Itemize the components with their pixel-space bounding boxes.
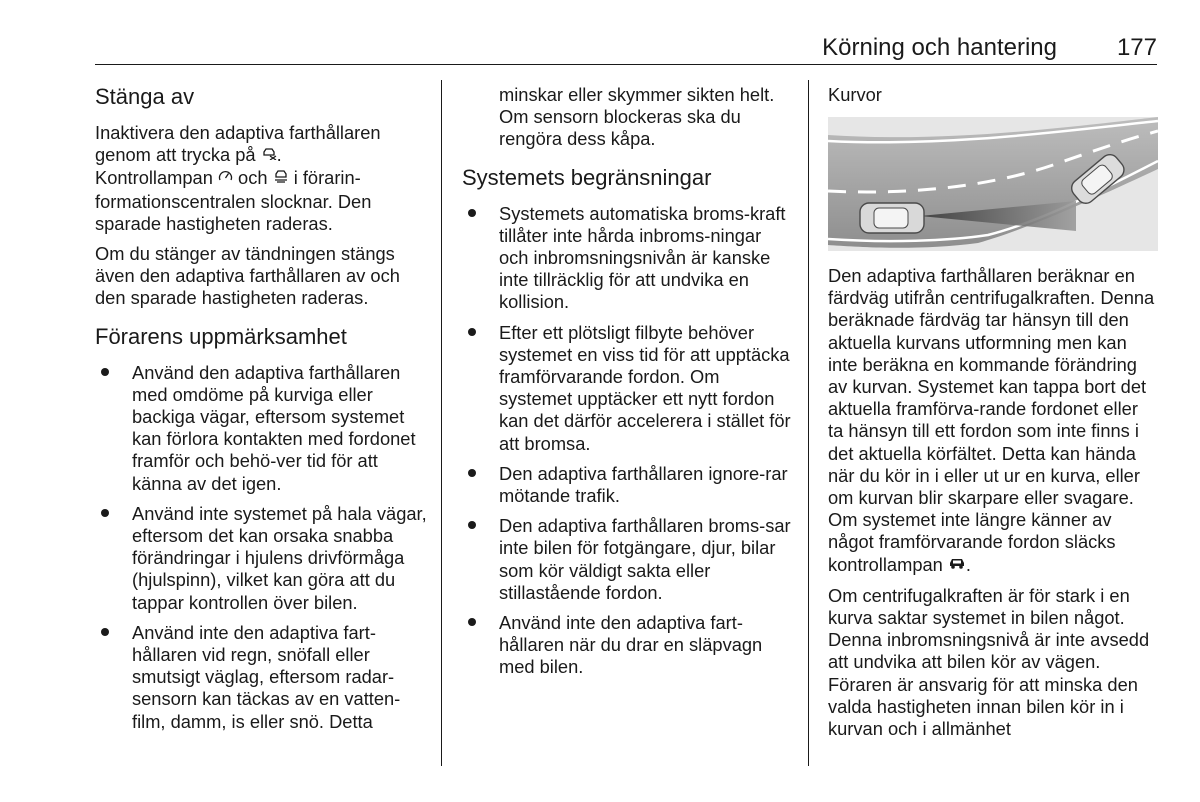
text: . xyxy=(965,553,972,575)
paragraph-ignition: Om du stänger av tändningen stängs även den adaptiva farthållaren av och den sparade hastigheten raderas. xyxy=(95,243,400,309)
text: i förarin-formationscentralen slocknar. Den sparade hastigheten raderas. xyxy=(95,167,372,234)
paragraph-stop xyxy=(95,122,427,235)
list-item xyxy=(462,612,792,679)
attention-list xyxy=(95,362,427,733)
bullet-icon xyxy=(101,628,109,636)
column-divider xyxy=(441,80,442,766)
list-item xyxy=(95,503,427,614)
heading-limits: Systemets begränsningar xyxy=(462,164,712,190)
page-number: 177 xyxy=(1116,34,1157,61)
section-title: Körning och hantering xyxy=(822,34,1057,61)
list-item-text: Efter ett plötsligt filbyte behöver systemet en viss tid för att upptäcka framförvarande fordon. Om systemet upptäcker ett nytt fordon kan det därför accelerera i stället för att bromsa. xyxy=(499,321,791,454)
text: . xyxy=(276,144,282,166)
list-item xyxy=(95,622,427,733)
text: Kontrollampan xyxy=(95,167,218,189)
list-item-text: Den adaptiva farthållaren ignore-rar mötande trafik. xyxy=(499,462,788,507)
bullet-icon xyxy=(468,618,476,626)
list-item-text: Använd den adaptiva farthållaren med omdöme på kurviga eller backiga vägar, eftersom systemet kan förlora kontakten med fordonet framför och behö-ver tid för att känna av det igen. xyxy=(132,361,416,494)
page-header xyxy=(95,34,1157,64)
text: Den adaptiva farthållaren beräknar en färdväg utifrån centrifugalkraften. Denna beräknade färdväg tar hänsyn till den aktuella kurvans utformning men kan inte beräkna en kommande förändring av kurvan. Systemet kan tappa bort det aktuella framförva-rande fordonet eller ta hänsyn till ett fordon som inte finns i det aktuella körfältet. Detta kan hända när du kör in i eller ut ur en kurva, eller om kurvan blir skarpare eller svagare. Om systemet inte längre känner av något framförvarande fordon släcks kontrollampan xyxy=(828,265,1155,575)
curve-illustration xyxy=(828,117,1158,251)
column-divider xyxy=(808,80,809,766)
bullet-icon xyxy=(468,209,476,217)
paragraph-curves xyxy=(828,265,1158,577)
speedometer-icon xyxy=(218,168,233,190)
column-left xyxy=(95,84,427,741)
heading-curves: Kurvor xyxy=(828,84,882,105)
bullet-icon xyxy=(468,521,476,529)
text: Inaktivera den adaptiva farthållaren genom att trycka på xyxy=(95,122,381,166)
list-item xyxy=(95,362,427,495)
limits-list xyxy=(462,203,792,679)
heading-stop: Stänga av xyxy=(95,84,195,109)
bullet-icon xyxy=(468,328,476,336)
adaptive-cruise-icon xyxy=(273,168,289,190)
list-item xyxy=(462,463,792,507)
heading-attention: Förarens uppmärksamhet xyxy=(95,323,347,349)
list-item xyxy=(462,203,792,314)
text: och xyxy=(232,167,273,189)
list-item-text: Använd inte den adaptiva fart-hållaren vid regn, snöfall eller smutsigt väglag, eftersom radar-sensorn kan täckas av en vatten-film, damm, is eller snö. Detta xyxy=(132,621,401,732)
bullet-icon xyxy=(468,469,476,477)
header-rule xyxy=(95,64,1157,65)
list-item-text: Använd inte systemet på hala vägar, eftersom det kan orsaka snabba förändringar i hjulens drivförmåga (hjulspinn), vilket kan göra att du tappar kontrollen över bilen. xyxy=(132,502,427,613)
own-car xyxy=(860,203,924,233)
cruise-cancel-icon xyxy=(261,145,277,167)
paragraph-continuation: minskar eller skymmer sikten helt. Om sensorn blockeras ska du rengöra dess kåpa. xyxy=(499,84,775,150)
bullet-icon xyxy=(101,509,109,517)
bullet-icon xyxy=(101,368,109,376)
list-item-text: Den adaptiva farthållaren broms-sar inte bilen för fotgängare, djur, bilar som kör väldigt sakta eller stillastående fordon. xyxy=(499,515,791,603)
column-right xyxy=(828,84,1158,740)
list-item-text: Systemets automatiska broms-kraft tillåter inte hårda inbroms-ningar och inbromsningsnivån är kanske inte tillräcklig för att undvika en kollision. xyxy=(499,202,786,313)
column-middle xyxy=(462,84,792,687)
vehicle-ahead-icon xyxy=(948,555,966,577)
list-item xyxy=(462,322,792,455)
list-item xyxy=(462,515,792,604)
list-item-text: Använd inte den adaptiva fart-hållaren när du drar en släpvagn med bilen. xyxy=(499,612,763,678)
paragraph-centrifugal: Om centrifugalkraften är för stark i en kurva saktar systemet in bilen något. Denna inbromsningsnivå är inte avsedd att undvika att bilen kör av vägen. Föraren är ansvarig för att minska den valda hastigheten innan bilen kör in i kurvan och i allmänhet xyxy=(828,584,1150,740)
